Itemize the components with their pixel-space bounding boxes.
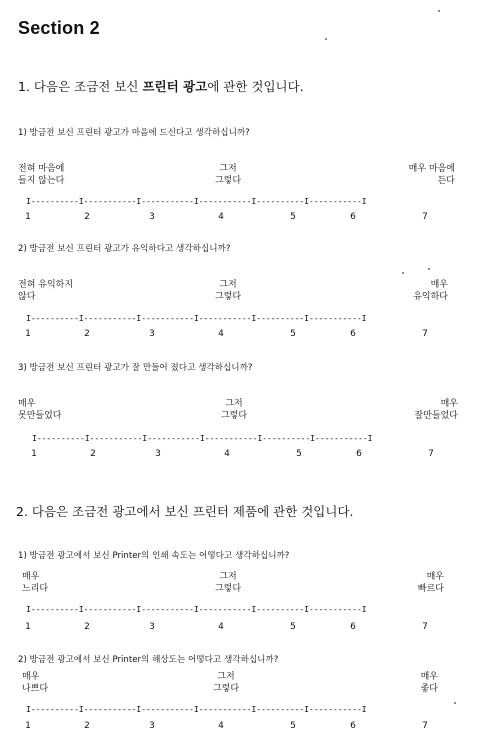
scale-right-label-line: 든다 (437, 176, 455, 186)
question-text: 3) 방금전 보신 프린터 광고가 잘 만들어 졌다고 생각하십니까? (18, 363, 253, 373)
scale-mid-label-line: 그렇다 (214, 176, 242, 186)
part1-title-post: 에 관한 것입니다. (207, 79, 304, 94)
question-text: 2) 방금전 광고에서 보신 Printer의 해상도는 어떻다고 생각하십니까? (18, 655, 279, 665)
scale-mid-label-line: 그저 (219, 280, 237, 290)
scan-speck (325, 38, 327, 40)
scale-left-label-line: 않다 (18, 292, 36, 302)
scale-number: 7 (422, 212, 428, 222)
part2-title: 다음은 조금전 광고에서 보신 프린터 제품에 관한 것입니다. (31, 504, 354, 519)
scale-mid-label (207, 671, 245, 695)
scale-number: 1 (25, 721, 31, 731)
scale-number: 6 (350, 622, 356, 632)
scale-number: 7 (428, 449, 434, 459)
scale-right-label-line: 유익하다 (413, 292, 448, 302)
scale-right-label-line: 매우 (426, 572, 444, 582)
scale-right-label (398, 571, 444, 595)
scale-number: 3 (149, 721, 155, 731)
scan-speck (402, 272, 404, 274)
scale-number: 2 (84, 212, 90, 222)
scale-number: 1 (31, 449, 37, 459)
scale-left-label (18, 279, 73, 303)
scale-number: 4 (224, 449, 230, 459)
scale-number: 6 (350, 721, 356, 731)
scale-mid-label-line: 그렇다 (214, 584, 242, 594)
scale-number: 4 (218, 622, 224, 632)
scale-number: 1 (25, 622, 31, 632)
part1-number: 1. (18, 79, 30, 94)
section-title: Section 2 (18, 18, 100, 38)
scale-right-label (398, 671, 438, 695)
part1-title-bold: 프린터 광고 (142, 79, 208, 94)
rating-scale-line: I----------I-----------I-----------I-----------I----------I-----------I (26, 313, 367, 323)
scale-right-label-line: 매우 마음에 (408, 164, 455, 174)
scale-left-label-line: 들지 않는다 (18, 176, 65, 186)
scale-right-label-line: 빠르다 (417, 584, 444, 594)
scale-number: 5 (296, 449, 302, 459)
scale-left-label (18, 163, 64, 187)
scan-speck (428, 268, 430, 270)
scale-number: 7 (422, 721, 428, 731)
scale-number: 4 (218, 329, 224, 339)
scale-number: 7 (422, 329, 428, 339)
scale-number: 4 (218, 212, 224, 222)
scale-right-label-line: 좋다 (420, 684, 438, 694)
scale-number: 5 (290, 212, 296, 222)
scale-left-label (18, 398, 61, 422)
scale-mid-label-line: 그렇다 (212, 684, 240, 694)
scale-left-label-line: 매우 (18, 399, 36, 409)
scale-number: 5 (290, 721, 296, 731)
scale-left-label-line: 매우 (22, 672, 40, 682)
scale-number: 5 (290, 622, 296, 632)
scale-number: 2 (84, 721, 90, 731)
scale-right-label-line: 매우 (440, 399, 458, 409)
scale-number: 6 (350, 212, 356, 222)
scale-number: 2 (84, 622, 90, 632)
scale-number: 2 (84, 329, 90, 339)
scale-number: 7 (422, 622, 428, 632)
scan-speck (438, 10, 440, 12)
scale-mid-label-line: 그렇다 (214, 292, 242, 302)
scan-speck (454, 702, 456, 704)
scale-mid-label-line: 그저 (219, 164, 237, 174)
rating-scale-line: I----------I-----------I-----------I-----------I----------I-----------I (26, 604, 367, 614)
scale-number: 3 (155, 449, 161, 459)
question-text: 2) 방금전 보신 프린터 광고가 유익하다고 생각하십니까? (18, 244, 231, 254)
part1-heading (18, 77, 304, 95)
scale-left-label-line: 매우 (22, 572, 40, 582)
scale-left-label-line: 전혀 유익하지 (18, 280, 74, 290)
rating-scale-line: I----------I-----------I-----------I-----------I----------I-----------I (32, 433, 373, 443)
scale-mid-label (209, 163, 247, 187)
scale-number: 6 (350, 329, 356, 339)
scale-left-label (22, 671, 48, 695)
scale-right-label-line: 매우 (430, 280, 448, 290)
scale-left-label-line: 나쁘다 (22, 684, 49, 694)
scale-left-label-line: 느리다 (22, 584, 49, 594)
scale-number: 1 (25, 329, 31, 339)
scale-number: 3 (149, 329, 155, 339)
scale-left-label-line: 전혀 마음에 (18, 164, 65, 174)
scale-mid-label (209, 279, 247, 303)
scale-right-label (392, 279, 448, 303)
part2-number: 2. (16, 504, 28, 519)
scale-number: 1 (25, 212, 31, 222)
rating-scale-line: I----------I-----------I-----------I-----------I----------I-----------I (26, 196, 367, 206)
scale-mid-label-line: 그저 (225, 399, 243, 409)
part2-heading (16, 502, 354, 520)
scale-left-label-line: 못만들었다 (18, 411, 62, 421)
scale-mid-label-line: 그저 (217, 672, 235, 682)
scale-mid-label-line: 그렇다 (220, 411, 248, 421)
scale-mid-label (215, 398, 253, 422)
scale-right-label-line: 잘만들었다 (414, 411, 458, 421)
question-text: 1) 방금전 광고에서 보신 Printer의 인쇄 속도는 어떻다고 생각하십니까? (18, 551, 290, 561)
scale-mid-label-line: 그저 (219, 572, 237, 582)
scale-mid-label (209, 571, 247, 595)
scale-number: 5 (290, 329, 296, 339)
question-text: 1) 방금전 보신 프린터 광고가 마음에 드신다고 생각하십니까? (18, 128, 250, 138)
scale-number: 6 (356, 449, 362, 459)
scale-number: 3 (149, 622, 155, 632)
scale-number: 3 (149, 212, 155, 222)
scale-right-label-line: 매우 (420, 672, 438, 682)
scale-right-label (390, 163, 455, 187)
part1-title-pre: 다음은 조금전 보신 (33, 79, 139, 94)
scale-number: 4 (218, 721, 224, 731)
scale-number: 2 (90, 449, 96, 459)
rating-scale-line: I----------I-----------I-----------I-----------I----------I-----------I (26, 704, 367, 714)
scale-right-label (398, 398, 458, 422)
scale-left-label (22, 571, 48, 595)
